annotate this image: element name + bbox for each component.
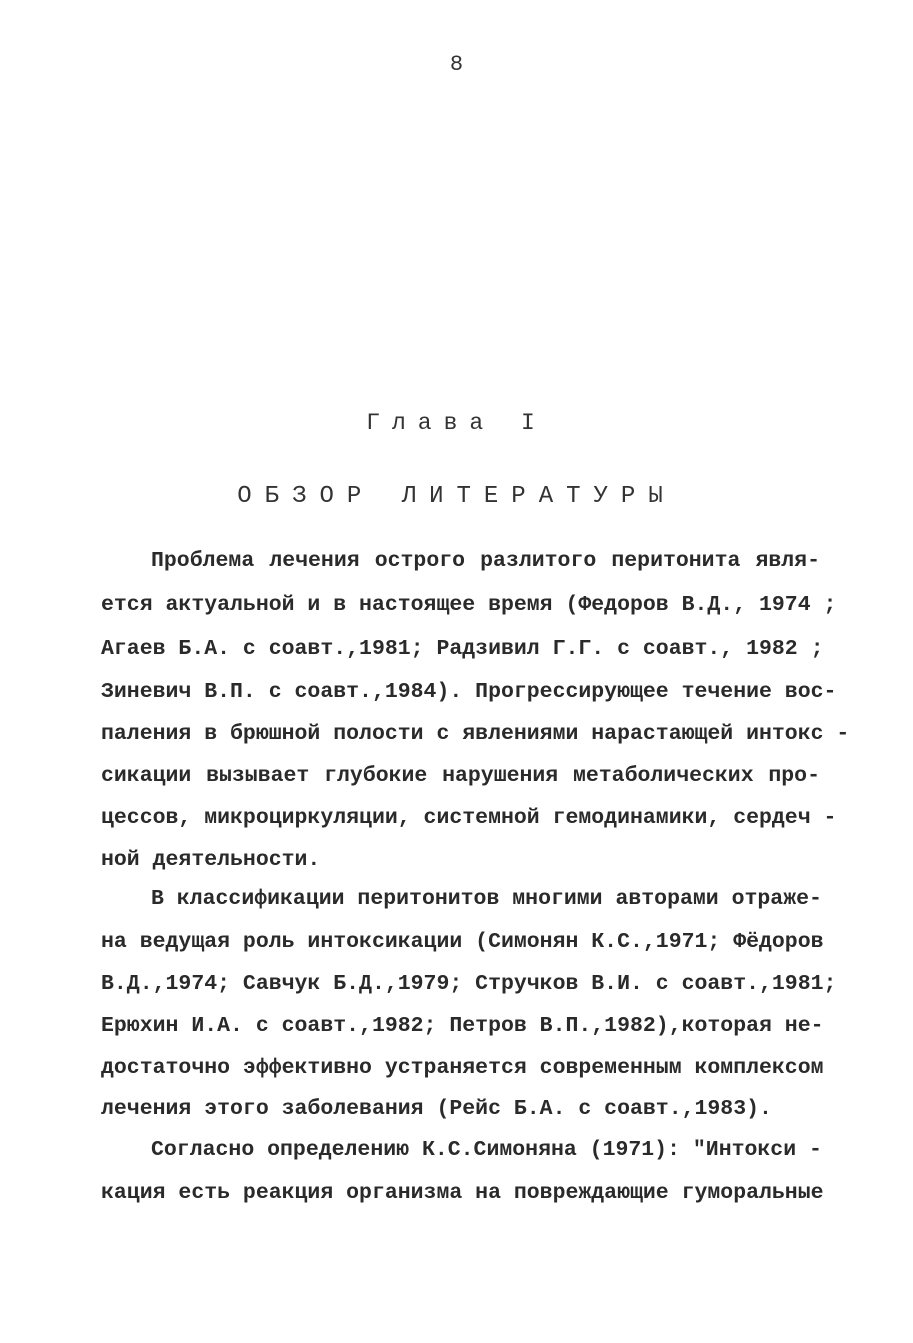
page-number: 8: [449, 52, 464, 77]
text-line: на ведущая роль интоксикации (Симонян К.С.,1971; Фёдоров: [101, 930, 824, 954]
text-line: В классификации перитонитов многими авторами отраже-: [151, 887, 822, 911]
text-line: ется актуальной и в настоящее время (Федоров В.Д., 1974 ;: [101, 593, 837, 617]
section-title: ОБЗОР ЛИТЕРАТУРЫ: [237, 483, 676, 510]
text-line: лечения этого заболевания (Рейс Б.А. с соавт.,1983).: [101, 1097, 772, 1121]
text-line: кация есть реакция организма на повреждающие гуморальные: [101, 1181, 824, 1205]
text-line: достаточно эффективно устраняется современным комплексом: [101, 1056, 824, 1080]
text-line: цессов, микроциркуляции, системной гемодинамики, сердеч -: [101, 806, 837, 830]
text-line: сикации вызывает глубокие нарушения метаболических про-: [101, 764, 820, 788]
text-line: ной деятельности.: [101, 848, 321, 872]
text-line: Согласно определению К.С.Симоняна (1971): "Интокси -: [151, 1138, 822, 1162]
text-line: Зиневич В.П. с соавт.,1984). Прогрессирующее течение вос-: [101, 680, 837, 704]
text-line: В.Д.,1974; Савчук Б.Д.,1979; Стручков В.И. с соавт.,1981;: [101, 972, 837, 996]
text-line: Ерюхин И.А. с соавт.,1982; Петров В.П.,1982),которая не-: [101, 1014, 824, 1038]
text-line: Проблема лечения острого разлитого перитонита явля-: [151, 549, 820, 573]
text-line: Агаев Б.А. с соавт.,1981; Радзивил Г.Г. с соавт., 1982 ;: [101, 637, 824, 661]
chapter-heading: Глава I: [366, 410, 547, 436]
text-line: паления в брюшной полости с явлениями нарастающей интокс -: [101, 722, 850, 746]
